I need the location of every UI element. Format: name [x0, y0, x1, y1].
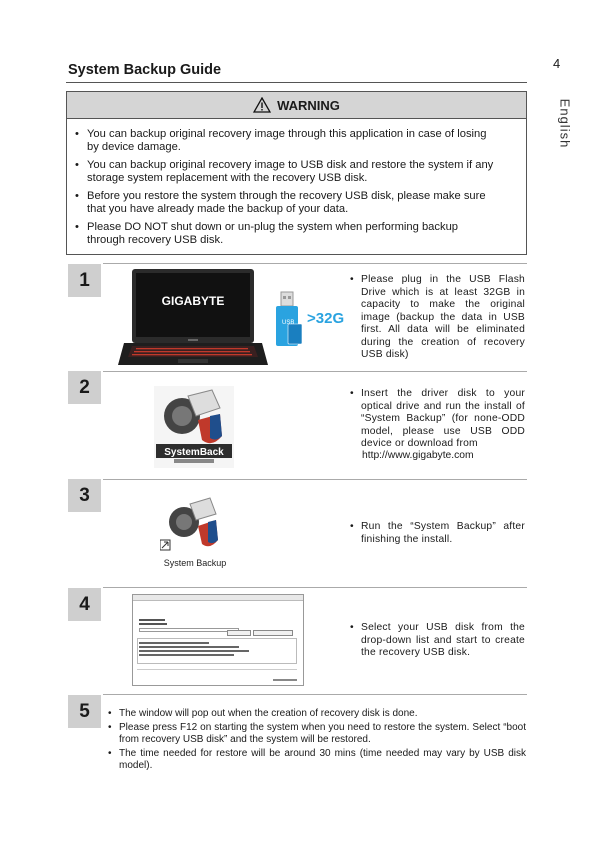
step-5-divider — [103, 694, 527, 695]
language-tab: English — [557, 98, 573, 149]
warning-triangle-icon — [253, 97, 271, 113]
step-2-divider — [103, 371, 527, 372]
warning-item: • Before you restore the system through the recovery USB disk, please make sure that you have already made the backup of your data. — [75, 190, 514, 216]
warning-item: • Please DO NOT shut down or un-plug the system when performing backup through recovery USB disk. — [75, 221, 514, 247]
step-5-number: 5 — [68, 695, 101, 728]
laptop-image — [118, 267, 268, 369]
step-2-text: • Insert the driver disk to your optical drive and run the install of “System Backup” (for none-ODD model, please use USB ODD device or download from — [350, 388, 525, 451]
warning-box — [66, 91, 527, 255]
usb-drive-icon — [272, 288, 362, 350]
step-5-item: • Please press F12 on starting the system when you need to restore the system. Select “boot from recovery USB disk” and the system will be restored. — [108, 722, 526, 747]
step-5-item: • The window will pop out when the creation of recovery disk is done. — [108, 708, 526, 721]
system-backup-shortcut-icon[interactable] — [160, 488, 230, 570]
warning-list — [67, 119, 526, 247]
step-3-number: 3 — [68, 479, 101, 512]
screenshot-body — [133, 601, 303, 686]
step-5-item: • The time needed for restore will be around 30 mins (time needed may vary by USB disk model). — [108, 748, 526, 773]
warning-heading: WARNING — [277, 97, 340, 113]
usb-label: USB — [282, 320, 295, 326]
system-backup-shortcut-caption: System Backup — [163, 558, 227, 568]
warning-item: • You can backup original recovery image to USB disk and restore the system if any storage system replacement with the recovery USB disk. — [75, 159, 514, 185]
step-4-number: 4 — [68, 588, 101, 621]
step-1-text: • Please plug in the USB Flash Drive which is at least 32GB in capacity to make the original image (backup the data in USB first. All data will be eliminated during the creation of recovery USB disk) — [350, 274, 525, 362]
system-backup-caption: SystemBack — [164, 447, 224, 458]
step-1-divider — [103, 263, 527, 264]
warning-item: • You can backup original recovery image through this application in case of losing by device damage. — [75, 128, 514, 154]
page-number: 4 — [553, 56, 561, 71]
step-2-number: 2 — [68, 371, 101, 404]
laptop-brand-logo: GIGABYTE — [161, 294, 225, 308]
warning-header — [67, 92, 526, 119]
page-title: System Backup Guide — [68, 62, 222, 78]
step-5-list — [108, 708, 526, 774]
step-4-divider — [103, 587, 527, 588]
step-3-text: • Run the “System Backup” after finishing the install. — [350, 521, 525, 546]
step-1-number: 1 — [68, 264, 101, 297]
title-divider — [66, 82, 527, 83]
app-window-screenshot — [132, 594, 304, 686]
usb-capacity: >32G — [307, 310, 345, 327]
download-url[interactable]: http://www.gigabyte.com — [362, 450, 474, 461]
step-4-text: • Select your USB disk from the drop-down list and start to create the recovery USB disk. — [350, 622, 525, 660]
step-3-divider — [103, 479, 527, 480]
system-backup-icon — [154, 386, 234, 468]
